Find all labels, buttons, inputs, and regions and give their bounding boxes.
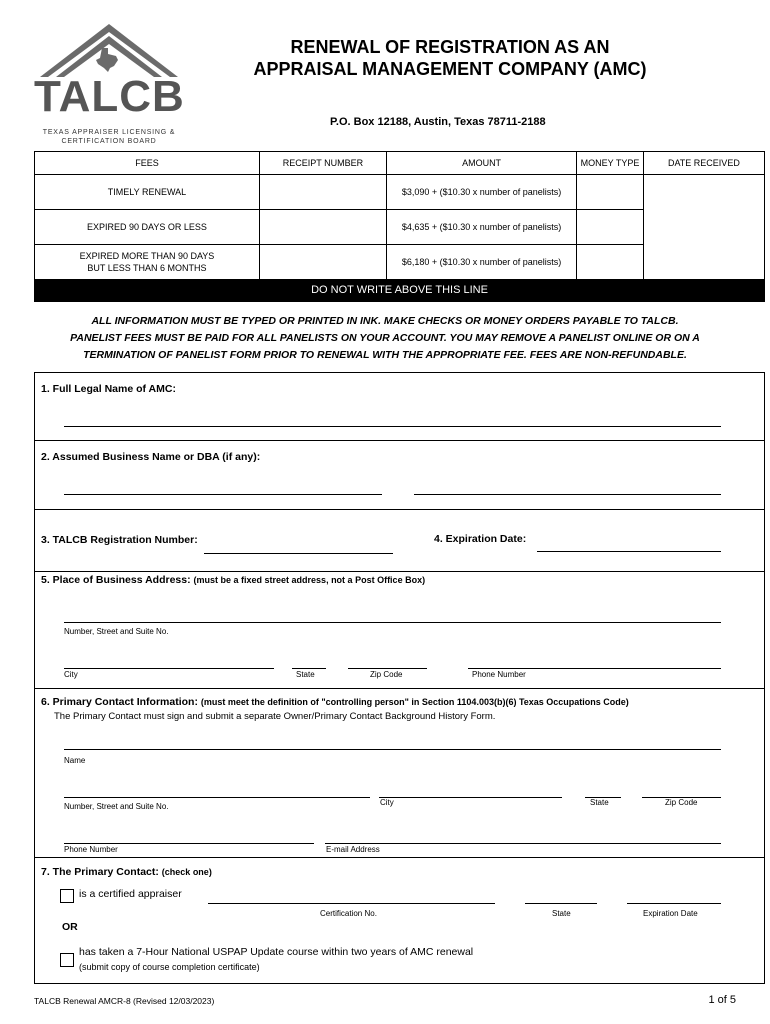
fee-name: TIMELY RENEWAL <box>35 175 260 210</box>
certification-expiration-field[interactable] <box>627 903 721 904</box>
uspap-course-label: has taken a 7-Hour National USPAP Update course within two years of AMC renewal <box>79 946 474 958</box>
business-city-caption: City <box>64 670 78 679</box>
uspap-course-note: (submit copy of course completion certificate) <box>79 962 260 972</box>
section-7-label <box>41 866 212 878</box>
section-5-title: 5. Place of Business Address: <box>41 574 191 586</box>
form-id: TALCB Renewal AMCR-8 (Revised 12/03/2023) <box>34 996 215 1006</box>
contact-state-caption: State <box>590 798 609 807</box>
section-7-title: 7. The Primary Contact: <box>41 866 159 878</box>
certification-state-field[interactable] <box>525 903 597 904</box>
fee-name-line1: EXPIRED MORE THAN 90 DAYS <box>79 251 215 261</box>
contact-zip-caption: Zip Code <box>665 798 698 807</box>
fee-name <box>35 245 260 280</box>
uspap-course-checkbox[interactable] <box>60 953 74 967</box>
fee-amount: $4,635 + ($10.30 x number of panelists) <box>386 210 576 245</box>
fees-table-header <box>35 152 765 175</box>
notice-line2: PANELIST FEES MUST BE PAID FOR ALL PANELISTS ON YOUR ACCOUNT. YOU MAY REMOVE A PANELIST ONLINE OR ON A <box>70 332 700 344</box>
business-phone-field[interactable] <box>468 668 721 669</box>
fee-amount: $3,090 + ($10.30 x number of panelists) <box>386 175 576 210</box>
or-label: OR <box>62 921 78 933</box>
col-money-type: MONEY TYPE <box>577 152 644 175</box>
certification-state-caption: State <box>552 909 571 918</box>
money-type-cell <box>577 245 644 280</box>
certified-appraiser-label: is a certified appraiser <box>79 888 182 900</box>
title-line1: RENEWAL OF REGISTRATION AS AN <box>290 37 610 57</box>
fee-name: EXPIRED 90 DAYS OR LESS <box>35 210 260 245</box>
section-1-label: 1. Full Legal Name of AMC: <box>41 383 176 395</box>
section-6-note: (must meet the definition of "controlling person" in Section 1104.003(b)(6) Texas Occupations Code) <box>200 697 629 707</box>
section-5-note: (must be a fixed street address, not a Post Office Box) <box>193 575 426 585</box>
certification-number-field[interactable] <box>208 903 495 904</box>
certified-appraiser-checkbox[interactable] <box>60 889 74 903</box>
business-street-field[interactable] <box>64 622 721 623</box>
fee-name-line2: BUT LESS THAN 6 MONTHS <box>87 263 207 273</box>
section-7-note: (check one) <box>161 867 212 877</box>
mailing-address: P.O. Box 12188, Austin, Texas 78711-2188 <box>330 116 546 128</box>
business-street-caption: Number, Street and Suite No. <box>64 627 169 636</box>
logo-subtitle-line1: TEXAS APPRAISER LICENSING & <box>42 129 176 136</box>
table-row <box>35 175 765 210</box>
receipt-cell <box>259 245 386 280</box>
section-5-label <box>41 574 425 586</box>
contact-name-caption: Name <box>64 756 86 765</box>
fee-amount: $6,180 + ($10.30 x number of panelists) <box>386 245 576 280</box>
receipt-cell <box>259 175 386 210</box>
amc-legal-name-field[interactable] <box>64 426 721 427</box>
page-number: 1 of 5 <box>708 994 736 1006</box>
notice-line3: TERMINATION OF PANELIST FORM PRIOR TO RENEWAL WITH THE APPROPRIATE FEE. FEES ARE NON-REFUNDABLE. <box>83 349 687 361</box>
contact-email-caption: E-mail Address <box>326 845 380 854</box>
section-2-label: 2. Assumed Business Name or DBA (if any): <box>41 451 261 463</box>
section-6-title: 6. Primary Contact Information: <box>41 696 198 708</box>
contact-city-caption: City <box>380 798 394 807</box>
dba-name-field-1[interactable] <box>64 494 382 495</box>
page-title <box>190 36 710 80</box>
business-city-field[interactable] <box>64 668 274 669</box>
instructions-notice <box>40 313 730 364</box>
contact-street-caption: Number, Street and Suite No. <box>64 802 169 811</box>
receipt-cell <box>259 210 386 245</box>
expiration-date-field[interactable] <box>537 551 721 552</box>
business-state-caption: State <box>296 670 315 679</box>
contact-name-field[interactable] <box>64 749 721 750</box>
section-6-label <box>41 696 629 708</box>
registration-number-field[interactable] <box>204 553 393 554</box>
contact-phone-caption: Phone Number <box>64 845 118 854</box>
business-state-field[interactable] <box>292 668 326 669</box>
col-receipt-number: RECEIPT NUMBER <box>259 152 386 175</box>
section-6-subtext: The Primary Contact must sign and submit a separate Owner/Primary Contact Background History Form. <box>54 711 496 722</box>
contact-email-field[interactable] <box>325 843 721 844</box>
business-phone-caption: Phone Number <box>472 670 526 679</box>
logo-subtitle-line2: CERTIFICATION BOARD <box>61 138 157 145</box>
business-zip-field[interactable] <box>348 668 427 669</box>
do-not-write-bar: DO NOT WRITE ABOVE THIS LINE <box>34 279 765 302</box>
section-4-label: 4. Expiration Date: <box>434 533 527 545</box>
col-date-received: DATE RECEIVED <box>643 152 764 175</box>
contact-street-field[interactable] <box>64 797 370 798</box>
logo-text: TALCB <box>34 72 185 121</box>
col-fees: FEES <box>35 152 260 175</box>
logo-subtitle <box>34 128 184 146</box>
date-received-cell <box>643 175 764 280</box>
money-type-cell <box>577 210 644 245</box>
certification-expiration-caption: Expiration Date <box>643 909 698 918</box>
col-amount: AMOUNT <box>386 152 576 175</box>
contact-phone-field[interactable] <box>64 843 314 844</box>
contact-city-field[interactable] <box>379 797 562 798</box>
certification-number-caption: Certification No. <box>320 909 377 918</box>
dba-name-field-2[interactable] <box>414 494 721 495</box>
business-zip-caption: Zip Code <box>370 670 403 679</box>
money-type-cell <box>577 175 644 210</box>
title-line2: APPRAISAL MANAGEMENT COMPANY (AMC) <box>253 59 647 79</box>
section-3-label: 3. TALCB Registration Number: <box>41 534 198 546</box>
fees-table <box>34 151 765 280</box>
notice-line1: ALL INFORMATION MUST BE TYPED OR PRINTED IN INK. MAKE CHECKS OR MONEY ORDERS PAYABLE TO TALCB. <box>91 315 679 327</box>
